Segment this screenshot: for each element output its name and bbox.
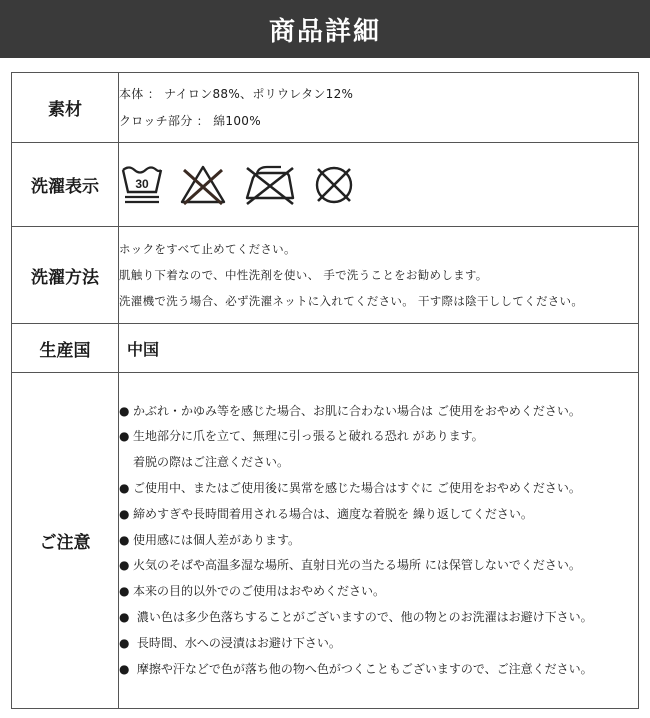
list-item-continuation: 着脱の際はご注意ください。 bbox=[133, 455, 290, 470]
origin-value-cell bbox=[119, 324, 639, 373]
list-item: ● 生地部分に爪を立て、無理に引っ張ると破れる恐れ があります。 bbox=[119, 429, 484, 444]
care-symbols bbox=[119, 143, 639, 227]
no-iron-icon bbox=[241, 162, 297, 208]
row-notes bbox=[12, 373, 639, 709]
page-header bbox=[0, 0, 650, 58]
list-item: ● 火気のそばや高温多湿な場所、直射日光の当たる場所 には保管しないでください。 bbox=[119, 558, 581, 573]
list-item: ● ご使用中、またはご使用後に異常を感じた場合はすぐに ご使用をおやめください。 bbox=[119, 481, 581, 495]
wash-30-gentle-icon bbox=[119, 162, 165, 208]
list-item: ● 使用感には個人差があります。 bbox=[119, 532, 301, 547]
list-item: ● かぶれ・かゆみ等を感じた場合、お肌に合わない場合は ご使用をおやめください。 bbox=[119, 403, 581, 418]
origin-value: 中国 bbox=[127, 339, 160, 359]
method-label: 洗濯方法 bbox=[12, 227, 119, 324]
header-title: 商品詳細 bbox=[268, 16, 381, 47]
wash-temp: 30 bbox=[135, 176, 149, 191]
product-detail-table bbox=[11, 72, 639, 709]
list-item: ● 濃い色は多少色落ちすることがございますので、他の物とのお洗濯はお避け下さい。 bbox=[119, 609, 593, 624]
list-item: ● 締めすぎや長時間着用される場合は、適度な着脱を 繰り返してください。 bbox=[119, 506, 533, 521]
method-line: 洗濯機で洗う場合、必ず洗濯ネットに入れてください。 干す際は陰干ししてください。 bbox=[119, 294, 584, 308]
material-line-body: 本体 ： ナイロン88%、ポリウレタン12% bbox=[119, 86, 354, 101]
notes-label: ご注意 bbox=[12, 373, 119, 709]
row-care-symbols bbox=[12, 143, 639, 227]
method-line: ホックをすべて止めてください。 bbox=[119, 242, 296, 256]
notes-list bbox=[119, 373, 639, 709]
material-line-crotch: クロッチ部分 ： 綿100% bbox=[119, 113, 261, 128]
care-label: 洗濯表示 bbox=[12, 143, 119, 227]
material-label: 素材 bbox=[12, 73, 119, 143]
origin-label: 生産国 bbox=[12, 324, 119, 373]
method-value bbox=[119, 227, 639, 324]
list-item: ● 本来の目的以外でのご使用はおやめください。 bbox=[119, 584, 386, 599]
row-origin bbox=[12, 324, 639, 373]
row-wash-method bbox=[12, 227, 639, 324]
method-line: 肌触り下着なので、中性洗剤を使い、 手で洗うことをお勧めします。 bbox=[119, 268, 488, 282]
no-tumble-dry-icon bbox=[309, 162, 359, 208]
no-bleach-icon bbox=[177, 162, 229, 208]
list-item: ● 長時間、水への浸漬はお避け下さい。 bbox=[119, 635, 341, 650]
material-value bbox=[119, 73, 639, 143]
row-material bbox=[12, 73, 639, 143]
list-item: ● 摩擦や汗などで色が落ち他の物へ色がつくこともございますので、ご注意ください。 bbox=[119, 661, 593, 676]
